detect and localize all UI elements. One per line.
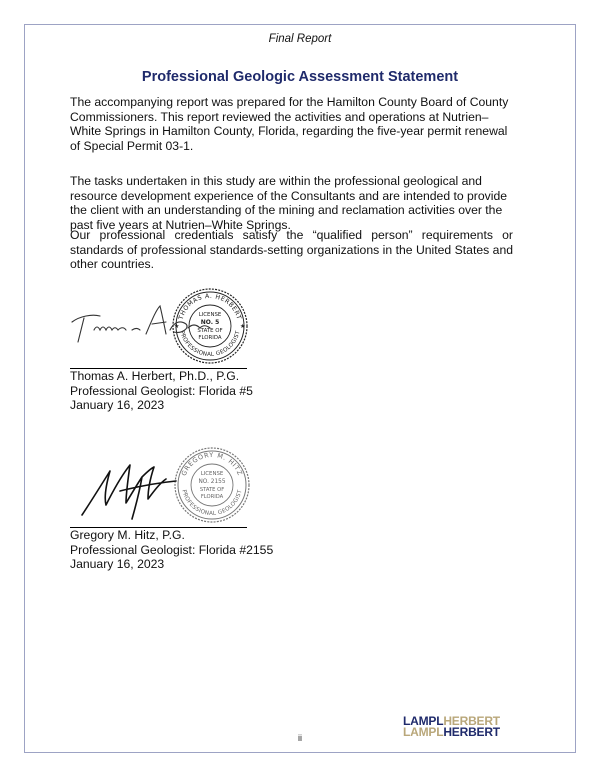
seal-state-line-1: STATE OF xyxy=(199,487,225,493)
logo-text: LAMPL xyxy=(403,725,444,739)
logo-row-2 xyxy=(403,727,500,738)
signature-area xyxy=(70,445,270,525)
signatory-name: Gregory M. Hitz, P.G. xyxy=(70,528,185,542)
page-number: ii xyxy=(298,733,302,743)
logo-text: HERBERT xyxy=(443,714,500,728)
document-title: Professional Geologic Assessment Statement xyxy=(141,69,459,85)
svg-text:★: ★ xyxy=(240,323,246,330)
signature-block-hitz xyxy=(70,445,330,572)
seal-top-text: GREGORY M. HITZ xyxy=(179,450,245,478)
signature-block-herbert xyxy=(70,286,330,413)
seal-bottom-text: PROFESSIONAL GEOLOGIST xyxy=(178,330,242,359)
handwritten-signature-hitz xyxy=(76,453,216,523)
seal-state-line-2: FLORIDA xyxy=(198,335,222,341)
seal-license-number: NO. 2155 xyxy=(198,479,226,485)
seal-top-text: THOMAS A. HERBERT xyxy=(177,292,243,321)
signature-area xyxy=(70,286,270,366)
signatory-credential: Professional Geologist: Florida #5 xyxy=(70,383,253,398)
seal-bottom-text: PROFESSIONAL GEOLOGIST xyxy=(180,489,244,518)
signature-date: January 16, 2023 xyxy=(70,398,165,413)
paragraph-2: The tasks undertaken in this study are within the professional geological and resource development experience of the Consultants and are intended to provide the client with an understanding of the mining and reclamation activities over the past five years at Nutrien–White Springs. xyxy=(70,174,508,232)
paragraph-1: The accompanying report was prepared for the Hamilton County Board of County Commissioners. This report reviewed the activities and operations at Nutrien–White Springs in Hamilton County, Florida, regarding the five-year permit renewal of Special Permit 03-1. xyxy=(70,95,509,153)
paragraph-3: Our professional credentials satisfy the “qualified person” requirements or standards of professional standards-setting organizations in the United States and other countries. xyxy=(70,228,513,272)
seal-license-number: NO. 5 xyxy=(200,319,220,326)
seal-state-line-2: FLORIDA xyxy=(200,494,224,500)
company-logo xyxy=(403,716,500,738)
logo-text: LAMPL xyxy=(403,714,444,728)
svg-text:★: ★ xyxy=(174,323,180,330)
signature-date: January 16, 2023 xyxy=(70,557,165,572)
seal-license-label: LICENSE xyxy=(200,471,224,477)
logo-text: HERBERT xyxy=(443,725,500,739)
seal-state-line-1: STATE OF xyxy=(197,328,223,334)
signatory-name: Thomas A. Herbert, Ph.D., P.G. xyxy=(70,369,240,383)
signatory-credential: Professional Geologist: Florida #2155 xyxy=(70,542,274,557)
seal-license-label: LICENSE xyxy=(198,312,222,318)
running-header: Final Report xyxy=(268,33,332,45)
